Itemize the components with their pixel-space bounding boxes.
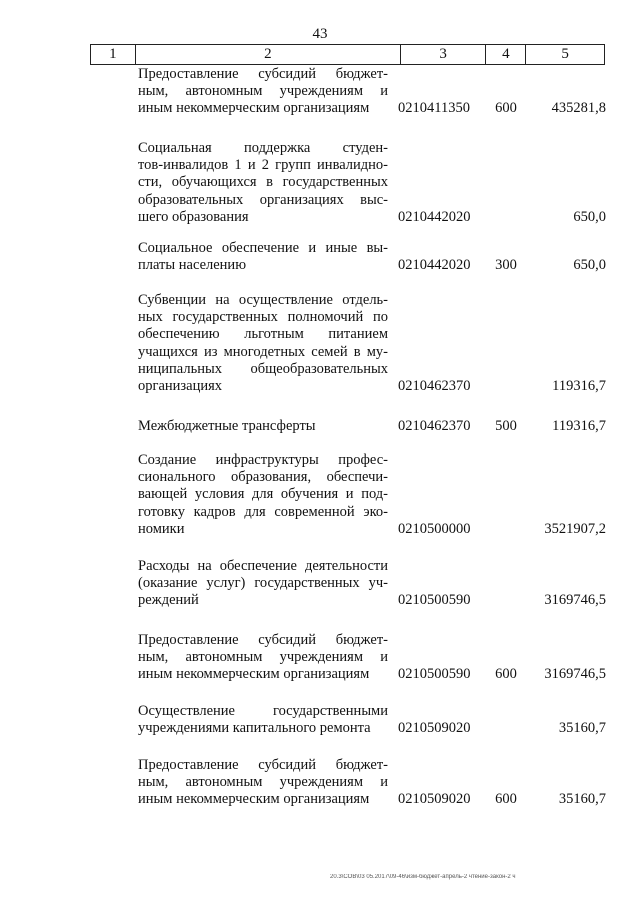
row-code: 0210442020 [398,257,471,274]
description-line: иным некоммерческим организациям [138,791,370,808]
description-line: ниципальных общеобразовательных [138,360,388,377]
description-line: ным, автономным учреждениям и [138,774,388,791]
row-description [138,66,388,118]
description-line: готовку кадров для современной эко- [138,503,388,520]
row-type: 600 [495,100,517,117]
description-line: Социальное обеспечение и иные вы- [138,240,388,256]
description-line: номики [138,520,185,537]
page-number: 43 [312,26,328,42]
description-line: Расходы на обеспечение деятельности [138,558,388,574]
row-amount: 35160,7 [558,791,606,808]
row-description [138,632,388,684]
row-type: 300 [495,257,517,274]
description-line: Социальная поддержка студен- [138,140,388,156]
header-col-3: 3 [401,45,487,64]
row-amount: 119316,7 [552,418,606,434]
description-line: Осуществление государственными [138,703,388,719]
description-line: Создание инфраструктуры профес- [138,452,388,468]
description-line: иным некоммерческим организациям [138,100,370,117]
description-line: (оказание услуг) государственных уч- [138,575,388,592]
description-line: тов-инвалидов 1 и 2 групп инвалидно- [138,157,388,174]
row-code: 0210442020 [398,208,471,225]
header-col-4: 4 [486,45,526,64]
header-col-2: 2 [136,45,401,64]
row-code: 0210411350 [398,100,470,117]
header-col-5: 5 [561,46,569,62]
row-code: 0210462370 [398,418,471,434]
description-line: Предоставление субсидий бюджет- [138,757,388,773]
description-line: сти, обучающихся в государственных [138,174,388,191]
row-amount: 3521907,2 [544,520,606,537]
description-line: иным некоммерческим организациям [138,666,370,683]
description-line: Субвенции на осуществление отдель- [138,292,388,308]
description-line: Предоставление субсидий бюджет- [138,66,388,82]
row-type: 600 [495,791,517,808]
header-col-1: 1 [91,45,136,64]
row-type: 600 [495,666,517,683]
description-line: Межбюджетные трансферты [138,418,316,434]
row-code: 0210500590 [398,592,471,609]
description-line: ным, автономным учреждениям и [138,649,388,666]
description-line: учащихся из многодетных семей в му- [138,343,388,360]
description-line: платы населению [138,257,247,274]
table-header [90,44,605,65]
row-type: 500 [495,418,517,434]
row-description [138,757,388,809]
description-line: вающей условия для обучения и под- [138,486,388,503]
description-line: учреждениями капитального ремонта [138,720,371,737]
row-code: 0210500590 [398,666,471,683]
row-description [138,452,388,538]
row-amount: 35160,7 [558,720,606,737]
description-line: сионального образования, обеспечи- [138,469,388,486]
row-description [138,418,388,435]
description-line: образовательных организациях выс- [138,191,388,208]
description-line: ных государственных полномочий по [138,309,388,326]
row-amount: 3169746,5 [544,592,606,609]
footer-file-path: 20.3\COB\03 05.2017\09-46\изм-бюджет-апрель-2 чтение-закон-2 ч [330,874,516,880]
row-description [138,558,388,610]
row-code: 0210500000 [398,520,471,537]
description-line: обеспечению льготным питанием [138,326,388,343]
row-amount: 435281,8 [551,100,606,117]
row-description [138,703,388,737]
row-amount: 650,0 [573,208,606,225]
row-code: 0210462370 [398,378,471,394]
row-amount: 650,0 [573,257,606,274]
row-description [138,240,388,274]
row-description [138,140,388,226]
description-line: организациях [138,378,223,395]
row-description [138,292,388,395]
row-amount: 3169746,5 [544,666,606,683]
description-line: Предоставление субсидий бюджет- [138,632,388,648]
row-amount: 119316,7 [552,378,606,394]
description-line: ным, автономным учреждениям и [138,83,388,100]
description-line: шего образования [138,208,249,225]
row-code: 0210509020 [398,791,471,808]
row-code: 0210509020 [398,720,471,737]
description-line: реждений [138,592,199,609]
